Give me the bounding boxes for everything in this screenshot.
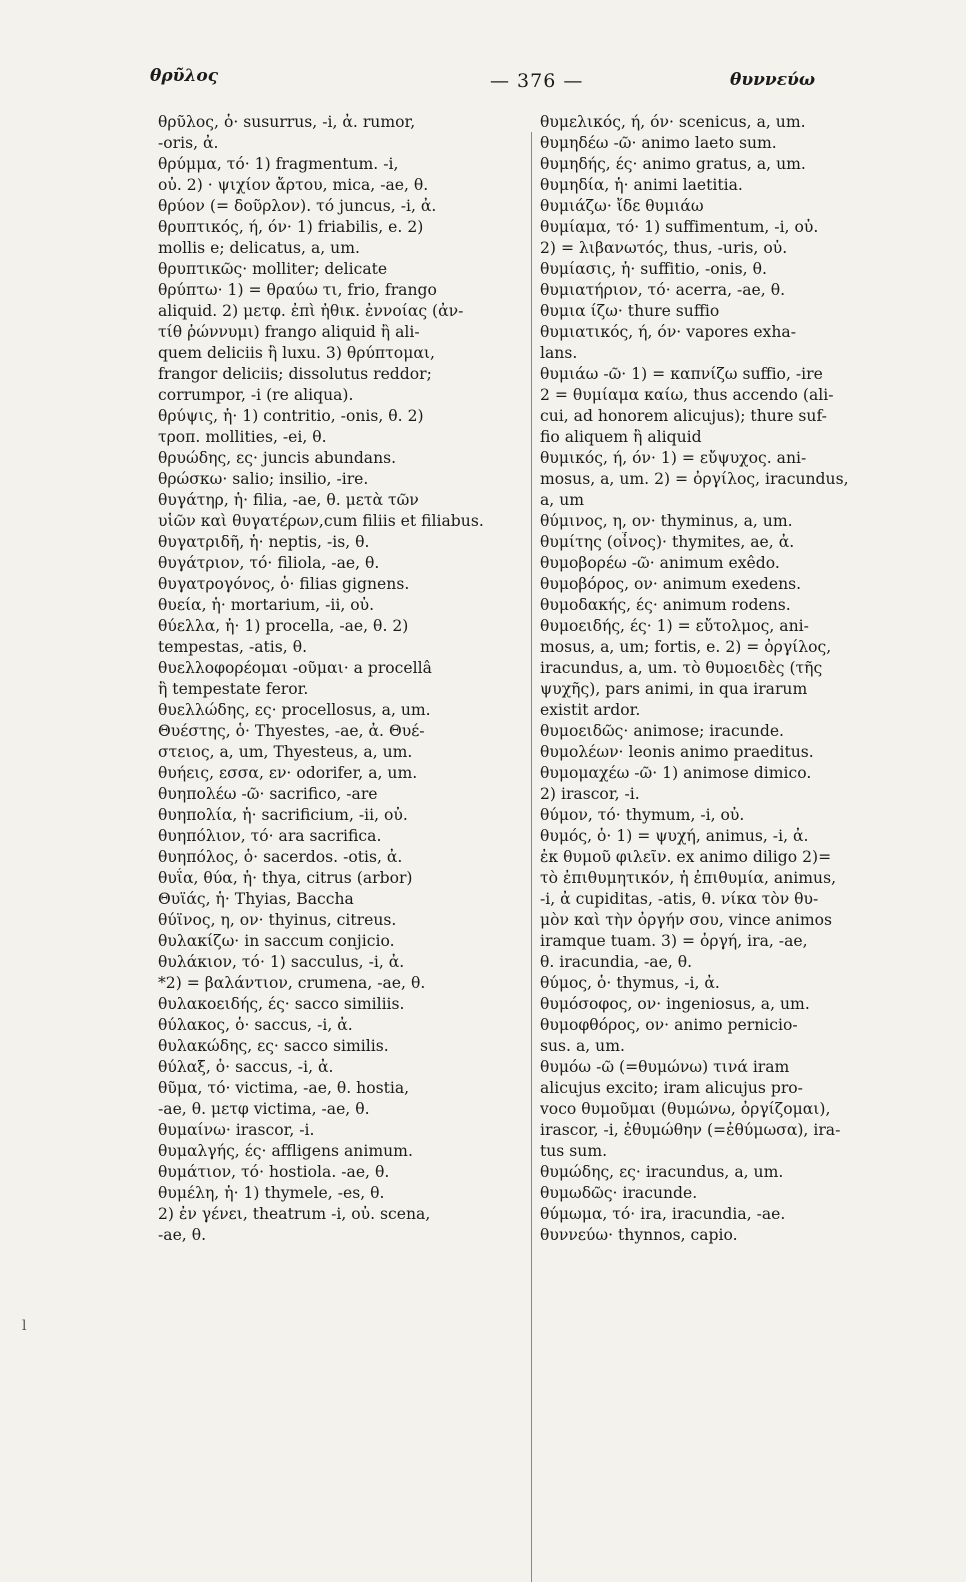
entry-line: θυμέλη, ἡ· 1) thymele, -es, θ.: [158, 1184, 385, 1202]
entry-line: existit ardor.: [540, 701, 641, 719]
entry-line: θυηπόλος, ὁ· sacerdos. -otis, ἀ.: [158, 848, 403, 866]
entry-line: τροπ. mollities, -ei, θ.: [158, 428, 327, 446]
entry-line: θυελλώδης, ες· procellosus, a, um.: [158, 701, 431, 719]
entry-line: alicujus excito; iram alicujus pro-: [540, 1079, 803, 1097]
entry-line: θυγατρογόνος, ὁ· filias gignens.: [158, 575, 410, 593]
entry-line: θρύψις, ἡ· 1) contritio, -onis, θ. 2): [158, 407, 424, 425]
entry-line: θυμίασις, ἡ· suffitio, -onis, θ.: [540, 260, 767, 278]
left-column: [158, 112, 526, 1246]
entry-line: θυγάτριον, τό· filiola, -ae, θ.: [158, 554, 380, 572]
entry-line: ψυχῆς), pars animi, in qua irarum: [540, 680, 808, 698]
entry-line: θυμόσοφος, ον· ingeniosus, a, um.: [540, 995, 810, 1013]
entry-line: fio aliquem ἢ aliquid: [540, 428, 702, 446]
entry-line: θυμαίνω· irascor, -i.: [158, 1121, 315, 1139]
entry-line: θυεία, ἡ· mortarium, -ii, οὐ.: [158, 596, 375, 614]
entry-line: θρυπτικῶς· molliter; delicate: [158, 260, 388, 278]
entry-line: 2) = λιβανωτός, thus, -uris, οὐ.: [540, 239, 788, 257]
entry-line: θρύπτω· 1) = θραύω τι, frio, frango: [158, 281, 437, 299]
entry-line: -ae, θ. μετφ victima, -ae, θ.: [158, 1100, 370, 1118]
entry-line: cui, ad honorem alicujus); thure suf-: [540, 407, 827, 425]
entry-line: θρύον (= δοῦρλον). τό juncus, -i, ἀ.: [158, 197, 437, 215]
entry-line: iracundus, a, um. τὸ θυμοειδὲς (τῆς: [540, 659, 823, 677]
entry-line: iramque tuam. 3) = ὀργή, ira, -ae,: [540, 932, 808, 950]
entry-line: θυελλοφορέομαι -οῦμαι· a procellâ: [158, 659, 432, 677]
entry-line: θυλακίζω· in saccum conjicio.: [158, 932, 395, 950]
entry-line: θυμηδής, ές· animo gratus, a, um.: [540, 155, 806, 173]
entry-line: 2) irascor, -i.: [540, 785, 640, 803]
entry-line: irascor, -i, ἐθυμώθην (=ἐθύμωσα), ira-: [540, 1121, 841, 1139]
entry-line: θυμια ίζω· thure suffio: [540, 302, 720, 320]
entry-line: tempestas, -atis, θ.: [158, 638, 308, 656]
entry-line: θυμιάζω· ἴδε θυμιάω: [540, 197, 704, 215]
entry-line: aliquid. 2) μετφ. ἐπὶ ἠθικ. ἐννοίας (ἀν-: [158, 302, 464, 320]
entry-line: θυμοειδής, ές· 1) = εὔτολμος, ani-: [540, 617, 809, 635]
entry-line: θύμος, ὁ· thymus, -i, ἀ.: [540, 974, 720, 992]
entry-line: θυμοβορέω -ῶ· animum exêdo.: [540, 554, 780, 572]
entry-line: corrumpor, -i (re aliqua).: [158, 386, 354, 404]
entry-line: θρυώδης, ες· juncis abundans.: [158, 449, 397, 467]
entry-line: τὸ ἐπιθυμητικόν, ἡ ἐπιθυμία, animus,: [540, 869, 837, 887]
left-guide-word: θρῦλος: [150, 66, 219, 86]
entry-line: μὸν καὶ τὴν ὀργήν σου, vince animos: [540, 911, 833, 929]
entry-line: θύμινος, η, ον· thyminus, a, um.: [540, 512, 793, 530]
entry-line: θυΐα, θύα, ἡ· thya, citrus (arbor): [158, 869, 413, 887]
entry-line: mosus, a, um; fortis, e. 2) = ὀργίλος,: [540, 638, 832, 656]
entry-line: θυλακώδης, ες· sacco similis.: [158, 1037, 389, 1055]
entry-line: θυμιάω -ῶ· 1) = καπνίζω suffio, -ire: [540, 365, 823, 383]
entry-line: lans.: [540, 344, 578, 362]
entry-line: a, um: [540, 491, 585, 509]
entry-line: θυηπολία, ἡ· sacrificium, -ii, οὐ.: [158, 806, 408, 824]
entry-line: frangor deliciis; dissolutus reddor;: [158, 365, 432, 383]
entry-line: θρυπτικός, ή, όν· 1) friabilis, e. 2): [158, 218, 424, 236]
entry-line: θῦμα, τό· victima, -ae, θ. hostia,: [158, 1079, 410, 1097]
entry-line: Θυέστης, ὁ· Thyestes, -ae, ἀ. Θυέ-: [158, 722, 425, 740]
entry-line: θυμώδης, ες· iracundus, a, um.: [540, 1163, 784, 1181]
entry-line: θυμολέων· leonis animo praeditus.: [540, 743, 814, 761]
entry-line: θυμωδῶς· iracunde.: [540, 1184, 698, 1202]
entry-line: θύλακος, ὁ· saccus, -i, ἀ.: [158, 1016, 353, 1034]
entry-line: ἐκ θυμοῦ φιλεῖν. ex animo diligo 2)=: [540, 848, 832, 866]
entry-line: θυγάτηρ, ἡ· filia, -ae, θ. μετὰ τῶν: [158, 491, 419, 509]
entry-line: θύμον, τό· thymum, -i, οὐ.: [540, 806, 745, 824]
entry-line: θυλάκιον, τό· 1) sacculus, -i, ἀ.: [158, 953, 405, 971]
entry-line: θυμάτιον, τό· hostiola. -ae, θ.: [158, 1163, 390, 1181]
entry-line: στειος, a, um, Thyesteus, a, um.: [158, 743, 413, 761]
entry-line: Θυϊάς, ἡ· Thyias, Baccha: [158, 890, 354, 908]
entry-line: θυμίαμα, τό· 1) suffimentum, -i, οὐ.: [540, 218, 819, 236]
entry-line: τίθ ῥώννυμι) frango aliquid ἢ ali-: [158, 323, 420, 341]
entry-line: θυμικός, ή, όν· 1) = εὔψυχος. ani-: [540, 449, 807, 467]
right-column: [540, 112, 935, 1246]
entry-line: θύελλα, ἡ· 1) procella, -ae, θ. 2): [158, 617, 409, 635]
entry-line: θυμοβόρος, ον· animum exedens.: [540, 575, 802, 593]
entry-line: θυμελικός, ή, όν· scenicus, a, um.: [540, 113, 806, 131]
entry-line: ἢ tempestate feror.: [158, 680, 309, 698]
entry-line: οὐ. 2) · ψιχίον ἄρτου, mica, -ae, θ.: [158, 176, 429, 194]
entry-line: 2) ἐν γένει, theatrum -i, οὐ. scena,: [158, 1205, 431, 1223]
entry-line: θυμηδία, ἡ· animi laetitia.: [540, 176, 743, 194]
entry-line: sus. a, um.: [540, 1037, 625, 1055]
entry-line: θυμομαχέω -ῶ· 1) animose dimico.: [540, 764, 812, 782]
entry-line: -ae, θ.: [158, 1226, 207, 1244]
entry-line: θυηπολέω -ῶ· sacrifico, -are: [158, 785, 378, 803]
right-guide-word: θυννεύω: [730, 70, 816, 90]
entry-line: θυμίτης (οἶνος)· thymites, ae, ἀ.: [540, 533, 795, 551]
entry-line: θύλαξ, ὁ· saccus, -i, ἀ.: [158, 1058, 334, 1076]
page-header: [150, 66, 850, 96]
margin-mark: l: [22, 1318, 27, 1334]
entry-line: θυμαλγής, ές· affligens animum.: [158, 1142, 413, 1160]
entry-line: θρῦλος, ὁ· susurrus, -i, ἀ. rumor,: [158, 113, 416, 131]
entry-line: mollis e; delicatus, a, um.: [158, 239, 360, 257]
entry-line: θυμιατήριον, τό· acerra, -ae, θ.: [540, 281, 786, 299]
entry-line: θυμοδακής, ές· animum rodens.: [540, 596, 791, 614]
entry-line: θυμόω -ῶ (=θυμώνω) τινά iram: [540, 1058, 790, 1076]
entry-line: υἱῶν καὶ θυγατέρων,cum filiis et filiabus.: [158, 512, 484, 530]
entry-line: voco θυμοῦμαι (θυμώνω, ὀργίζομαι),: [540, 1100, 831, 1118]
entry-line: θυλακοειδής, ές· sacco similiis.: [158, 995, 405, 1013]
column-divider: [531, 132, 532, 1582]
entry-line: θυγατριδῆ, ἡ· neptis, -is, θ.: [158, 533, 370, 551]
entry-line: -oris, ἀ.: [158, 134, 219, 152]
entry-line: -i, ἀ cupiditas, -atis, θ. νίκα τὸν θυ-: [540, 890, 819, 908]
entry-line: θυμοειδῶς· animose; iracunde.: [540, 722, 785, 740]
entry-line: quem deliciis ἢ luxu. 3) θρύπτομαι,: [158, 344, 435, 362]
entry-line: θυηπόλιον, τό· ara sacrifica.: [158, 827, 382, 845]
entry-line: tus sum.: [540, 1142, 608, 1160]
entry-line: θρώσκω· salio; insilio, -ire.: [158, 470, 369, 488]
entry-line: θύμωμα, τό· ira, iracundia, -ae.: [540, 1205, 786, 1223]
entry-line: mosus, a, um. 2) = ὀργίλος, iracundus,: [540, 470, 849, 488]
entry-line: θυήεις, εσσα, εν· odorifer, a, um.: [158, 764, 418, 782]
page-number: — 376 —: [490, 70, 584, 92]
entry-line: θ. iracundia, -ae, θ.: [540, 953, 693, 971]
entry-line: θυμηδέω -ῶ· animo laeto sum.: [540, 134, 777, 152]
entry-line: 2 = θυμίαμα καίω, thus accendo (ali-: [540, 386, 834, 404]
entry-line: θύϊνος, η, ον· thyinus, citreus.: [158, 911, 397, 929]
entry-line: θυννεύω· thynnos, capio.: [540, 1226, 738, 1244]
entry-line: *2) = βαλάντιον, crumena, -ae, θ.: [158, 974, 426, 992]
entry-line: θρύμμα, τό· 1) fragmentum. -i,: [158, 155, 399, 173]
entry-line: θυμιατικός, ή, όν· vapores exha-: [540, 323, 796, 341]
entry-line: θυμός, ὁ· 1) = ψυχή, animus, -i, ἀ.: [540, 827, 809, 845]
entry-line: θυμοφθόρος, ον· animo pernicio-: [540, 1016, 798, 1034]
